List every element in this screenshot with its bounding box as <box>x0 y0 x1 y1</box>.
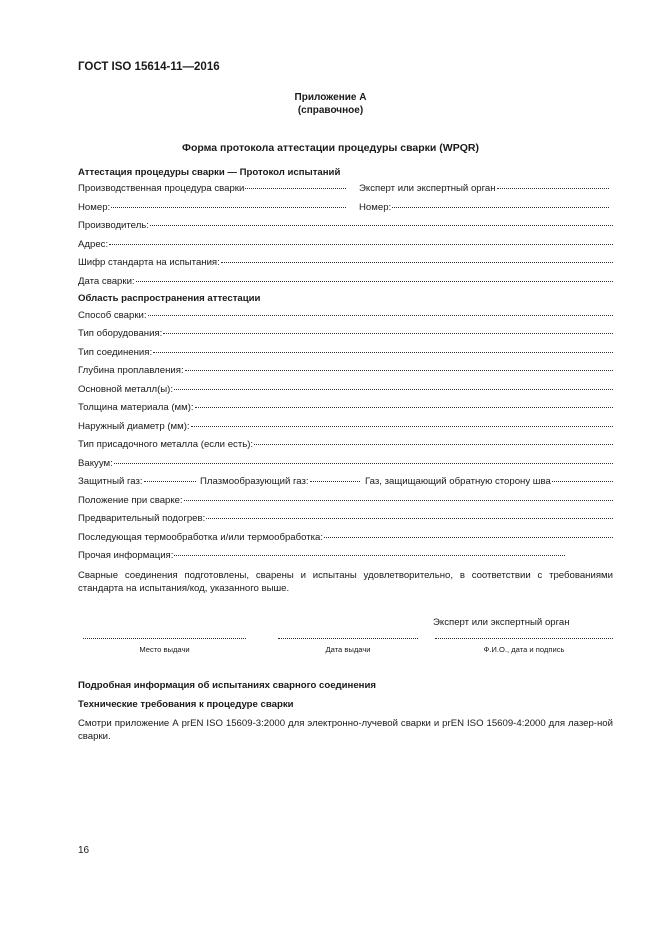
field-outer-diameter[interactable] <box>78 421 613 434</box>
field-other-info[interactable] <box>78 550 565 563</box>
field-number-left[interactable] <box>78 202 346 215</box>
expert-label: Эксперт или экспертный орган <box>433 617 570 628</box>
field-label: Положение при сварке: <box>78 495 183 506</box>
field-label: Вакуум: <box>78 458 113 469</box>
annex-note: (справочное) <box>297 105 364 116</box>
details-text: Смотри приложение А prEN ISO 15609-3:2000 для электронно-лучевой сварки и prEN ISO 15609-4:2000 для лазер-ной сварки. <box>78 718 613 742</box>
field-test-standard[interactable] <box>78 257 613 270</box>
field-label: Тип соединения: <box>78 347 153 358</box>
field-number-right[interactable] <box>359 202 609 215</box>
field-label: Наружный диаметр (мм): <box>78 421 190 432</box>
section-heading-test-record: Аттестация процедуры сварки — Протокол испытаний <box>78 167 341 178</box>
name-signature-caption: Ф.И.О., дата и подпись <box>483 645 565 654</box>
date-of-issue-caption: Дата выдачи <box>325 645 371 654</box>
field-vacuum[interactable] <box>78 458 613 471</box>
annex-title: Приложение А <box>294 92 367 103</box>
field-label: Тип присадочного металла (если есть): <box>78 439 254 450</box>
field-expert-body[interactable] <box>359 183 609 196</box>
field-label: Шифр стандарта на испытания: <box>78 257 220 268</box>
field-post-heat-treatment[interactable] <box>78 532 613 545</box>
field-label: Прочая информация: <box>78 550 174 561</box>
place-of-issue-line[interactable] <box>83 637 246 639</box>
field-welding-date[interactable] <box>78 276 613 289</box>
page-number: 16 <box>78 845 90 856</box>
field-equipment-type[interactable] <box>78 328 613 341</box>
field-label: Номер: <box>359 202 392 213</box>
field-production-procedure[interactable] <box>78 183 346 196</box>
field-address[interactable] <box>78 239 613 252</box>
field-penetration-depth[interactable] <box>78 365 613 378</box>
section-heading-scope: Область распространения аттестации <box>78 293 261 304</box>
field-label: Производственная процедура сварки <box>78 183 245 194</box>
field-label: Способ сварки: <box>78 310 147 321</box>
field-label: Предварительный подогрев: <box>78 513 206 524</box>
field-label: Номер: <box>78 202 111 213</box>
field-preheating[interactable] <box>78 513 613 526</box>
field-plasma-gas[interactable] <box>200 476 360 489</box>
field-label: Защитный газ: <box>78 476 143 487</box>
field-label: Производитель: <box>78 220 149 231</box>
field-shielding-gas[interactable] <box>78 476 196 489</box>
date-of-issue-line[interactable] <box>278 637 418 639</box>
details-subheading: Технические требования к процедуре сварки <box>78 699 294 710</box>
place-of-issue-caption: Место выдачи <box>139 645 190 654</box>
field-welding-process[interactable] <box>78 310 613 323</box>
signature-line[interactable] <box>435 637 613 639</box>
annex-heading <box>0 91 661 117</box>
field-joint-type[interactable] <box>78 347 613 360</box>
field-manufacturer[interactable] <box>78 220 613 233</box>
statement-paragraph: Сварные соединения подготовлены, сварены и испытаны удовлетворительно, в соответствии с требованиями стандарта на испытания/код, указанного выше. <box>78 570 613 594</box>
field-label: Дата сварки: <box>78 276 135 287</box>
field-label: Глубина проплавления: <box>78 365 184 376</box>
details-heading: Подробная информация об испытаниях сварного соединения <box>78 680 376 691</box>
field-label: Толщина материала (мм): <box>78 402 194 413</box>
standard-header: ГОСТ ISO 15614-11—2016 <box>78 61 220 73</box>
field-label: Последующая термообработка и/или термообработка: <box>78 532 324 543</box>
field-label: Основной металл(ы): <box>78 384 174 395</box>
field-backing-gas[interactable] <box>365 476 613 489</box>
field-welding-position[interactable] <box>78 495 613 508</box>
field-label: Тип оборудования: <box>78 328 163 339</box>
field-label: Плазмообразующий газ: <box>200 476 309 487</box>
field-label: Газ, защищающий обратную сторону шва <box>365 476 551 487</box>
field-label: Адрес: <box>78 239 109 250</box>
form-title: Форма протокола аттестации процедуры сварки (WPQR) <box>182 142 479 154</box>
field-filler-metal-type[interactable] <box>78 439 613 452</box>
field-base-metal[interactable] <box>78 384 613 397</box>
field-material-thickness[interactable] <box>78 402 613 415</box>
field-label: Эксперт или экспертный орган <box>359 183 496 194</box>
